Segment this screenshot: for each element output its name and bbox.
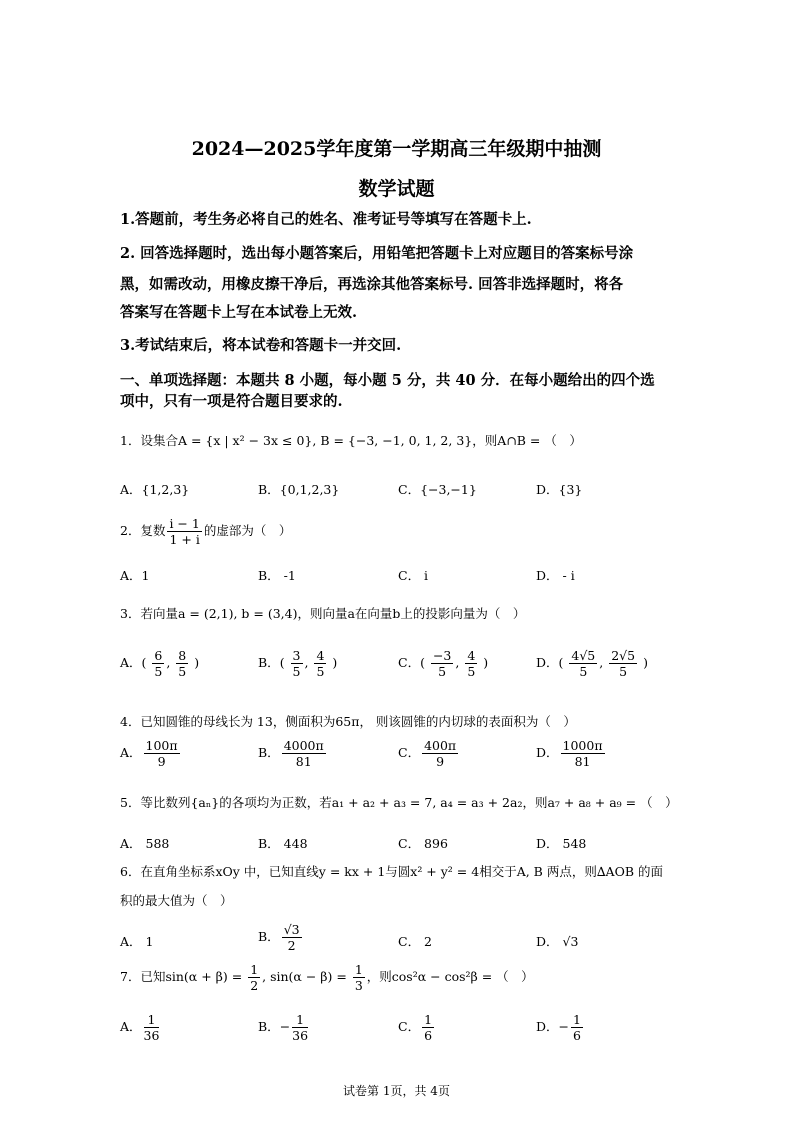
q2-option-c: C． i <box>398 568 429 583</box>
q2-option-b: B． -1 <box>258 568 296 583</box>
q7-option-d <box>536 1012 585 1043</box>
q7-prefix: 7．已知sin(α + β) = <box>120 969 247 984</box>
section-heading-line2: 项中，只有一项是符合题目要求的. <box>120 393 343 410</box>
q2-suffix: 的虚部为（ ） <box>203 523 292 538</box>
q1-option-c: C．{−3,−1} <box>398 482 477 497</box>
q3-option-a-label: A． <box>120 655 142 670</box>
q3-option-d-frac2-den: 5 <box>619 664 628 679</box>
note-1: 1.答题前，考生务必将自己的姓名、准考证号等填写在答题卡上. <box>120 211 532 228</box>
q3-option-a-frac1 <box>152 648 164 679</box>
q7-option-a-frac <box>144 1012 160 1043</box>
q4-option-a-num: 100π <box>145 738 178 753</box>
q2-denominator: 1 + i <box>169 532 200 547</box>
q5-option-d: D． 548 <box>536 836 587 851</box>
q6-option-b-frac <box>282 922 302 953</box>
q3-option-c-frac2-den: 5 <box>467 664 476 679</box>
q4-option-d-frac <box>561 738 605 769</box>
q7-option-c <box>398 1012 436 1043</box>
q3-option-a-frac2 <box>176 648 188 679</box>
q4-option-d-num: 1000π <box>562 738 603 753</box>
q7-option-c-num: 1 <box>424 1012 433 1027</box>
q7-option-b-den: 36 <box>292 1028 309 1043</box>
q7-option-c-label: C． <box>398 1019 421 1034</box>
note-2-line1: 2. 回答选择题时，选出每小题答案后，用铅笔把答题卡上对应题目的答案标号涂 <box>120 245 634 262</box>
q7-option-b <box>258 1012 310 1043</box>
q4-option-d <box>536 738 607 769</box>
q7-option-d-num: 1 <box>573 1012 581 1027</box>
q6-option-a: A． 1 <box>120 934 154 949</box>
q4-option-a <box>120 738 182 769</box>
q3-option-c-label: C． <box>398 655 421 670</box>
q3-option-d-frac2-num: 2√5 <box>611 648 636 663</box>
q6-option-b-label: B． <box>258 929 280 944</box>
q7-option-b-frac <box>292 1012 308 1043</box>
note-3: 3.考试结束后，将本试卷和答题卡一并交回. <box>120 337 402 354</box>
q7-option-d-sign: − <box>558 1019 570 1034</box>
q3-option-d-label: D． <box>536 655 559 670</box>
q3-option-b-label: B． <box>258 655 280 670</box>
q4-option-b <box>258 738 328 769</box>
note-2-line2: 黑，如需改动，用橡皮擦干净后，再选涂其他答案标号. 回答非选择题时，将各 <box>120 276 624 293</box>
q1-option-b: B．{0,1,2,3} <box>258 482 340 497</box>
q7-option-d-label: D． <box>536 1019 559 1034</box>
q1-option-a: A．{1,2,3} <box>120 482 190 497</box>
q4-option-b-frac <box>282 738 326 769</box>
q7-option-b-sign: − <box>279 1019 291 1034</box>
note-2-line3: 答案写在答题卡上写在本试卷上无效. <box>120 304 358 321</box>
q3-option-c: C．( $\frac{-3}{5}$ , $\frac{4}{5}$ ) <box>398 648 489 679</box>
q7-middle: , sin(α − β) = <box>262 969 351 984</box>
q3-option-c-frac1 <box>431 648 453 679</box>
q3-option-a-frac1-num: 6 <box>154 648 163 663</box>
q3-option-d-frac1-num: 4√5 <box>571 648 596 663</box>
q7-option-d-den: 6 <box>573 1028 581 1043</box>
q3-option-b-frac2-den: 5 <box>316 664 325 679</box>
q7-suffix: ，则cos²α − cos²β = （ ） <box>366 969 534 984</box>
q2-option-a: A．1 <box>120 568 150 583</box>
q4-stem: 4．已知圆锥的母线长为 13，侧面积为65π， 则该圆锥的内切球的表面积为（ ） <box>120 714 576 729</box>
q7-option-b-label: B． <box>258 1019 280 1034</box>
q6-option-b-num: √3 <box>283 922 300 937</box>
q3-option-a-frac1-den: 5 <box>154 664 163 679</box>
q1-stem: 1．设集合A = {x | x² − 3x ≤ 0}, B = {−3, −1, 0, 1, 2, 3}，则A∩B = （ ） <box>120 433 582 448</box>
q4-option-b-den: 81 <box>295 754 312 769</box>
q7-option-d-frac <box>571 1012 583 1043</box>
q5-stem: 5．等比数列{aₙ}的各项均为正数，若a₁ + a₂ + a₃ = 7, a₄ = a₃ + 2a₂，则a₇ + a₈ + a₉ = （ ） <box>120 795 678 810</box>
q3-option-d: D．( $\frac{4√5}{5}$ , $\frac{2√5}{5}$ ) <box>536 648 648 679</box>
q4-option-c <box>398 738 460 769</box>
q2-stem <box>120 516 291 547</box>
q3-option-b-frac1-den: 5 <box>292 664 301 679</box>
q7-frac2 <box>353 962 365 993</box>
q3-option-c-frac1-den: 5 <box>438 664 447 679</box>
q4-option-b-num: 4000π <box>283 738 324 753</box>
q3-option-b-frac1 <box>291 648 303 679</box>
q7-frac1-den: 2 <box>250 978 259 993</box>
q4-option-a-frac <box>144 738 180 769</box>
q2-fraction <box>167 516 201 547</box>
q3-option-b: B．( $\frac{3}{5}$ , $\frac{4}{5}$ ) <box>258 648 338 679</box>
q5-option-c: C． 896 <box>398 836 448 851</box>
q6-stem-line2: 积的最大值为（ ） <box>120 893 233 908</box>
q4-option-d-label: D． <box>536 745 559 760</box>
page-footer: 试卷第 1页，共 4页 <box>343 1084 450 1098</box>
q3-option-b-frac2 <box>314 648 326 679</box>
q4-option-c-frac <box>422 738 458 769</box>
q6-stem-line1: 6．在直角坐标系xOy 中，已知直线y = kx + 1与圆x² + y² = 4相交于A, B 两点，则∆AOB 的面 <box>120 864 663 879</box>
q3-option-c-frac1-num: −3 <box>432 648 452 663</box>
q2-option-d: D． - i <box>536 568 575 583</box>
q3-option-d-frac1-den: 5 <box>579 664 588 679</box>
q3-option-c-frac2-num: 4 <box>467 648 476 663</box>
q7-option-c-den: 6 <box>424 1028 433 1043</box>
q5-option-b: B． 448 <box>258 836 308 851</box>
q3-option-b-frac1-num: 3 <box>292 648 301 663</box>
q7-frac1 <box>248 962 260 993</box>
q7-frac1-num: 1 <box>250 962 259 977</box>
q7-frac2-num: 1 <box>354 962 363 977</box>
q4-option-b-label: B． <box>258 745 280 760</box>
q7-frac2-den: 3 <box>354 978 363 993</box>
q6-option-d: D． √3 <box>536 934 579 949</box>
exam-subtitle: 数学试题 <box>358 178 435 200</box>
q7-option-a-den: 36 <box>143 1028 160 1043</box>
q6-option-b-den: 2 <box>287 938 296 953</box>
q3-stem: 3．若向量a = (2,1), b = (3,4)，则向量a在向量b上的投影向量为（ ） <box>120 606 526 621</box>
q6-option-c: C． 2 <box>398 934 432 949</box>
q4-option-a-label: A． <box>120 745 142 760</box>
q7-option-a-num: 1 <box>144 1012 160 1028</box>
q3-option-c-frac2 <box>465 648 477 679</box>
q5-option-a: A． 588 <box>120 836 170 851</box>
q3-option-a-frac2-den: 5 <box>178 664 187 679</box>
q4-option-c-den: 9 <box>436 754 445 769</box>
q7-option-b-num: 1 <box>292 1012 308 1028</box>
section-heading-line1: 一、单项选择题：本题共 8 小题，每小题 5 分，共 40 分．在每小题给出的四个选 <box>120 372 655 389</box>
q7-stem <box>120 962 534 993</box>
q7-option-a <box>120 1012 161 1043</box>
q3-option-a-frac2-num: 8 <box>178 648 187 663</box>
q2-prefix: 2．复数 <box>120 523 166 538</box>
exam-title: 2024—2025学年度第一学期高三年级期中抽测 <box>191 138 602 160</box>
q3-option-d-frac1 <box>569 648 597 679</box>
q4-option-c-num: 400π <box>424 738 457 753</box>
q7-option-a-label: A． <box>120 1019 142 1034</box>
q4-option-c-label: C． <box>398 745 421 760</box>
q3-option-d-frac2 <box>609 648 637 679</box>
q1-option-d: D．{3} <box>536 482 583 497</box>
q4-option-d-den: 81 <box>574 754 591 769</box>
q7-option-c-frac <box>422 1012 434 1043</box>
q6-option-b <box>258 922 304 953</box>
q2-numerator: i − 1 <box>169 516 200 531</box>
q4-option-a-den: 9 <box>157 754 166 769</box>
q3-option-a: A．( $\frac{6}{5}$ , $\frac{8}{5}$ ) <box>120 648 200 679</box>
q3-option-b-frac2-num: 4 <box>316 648 325 663</box>
